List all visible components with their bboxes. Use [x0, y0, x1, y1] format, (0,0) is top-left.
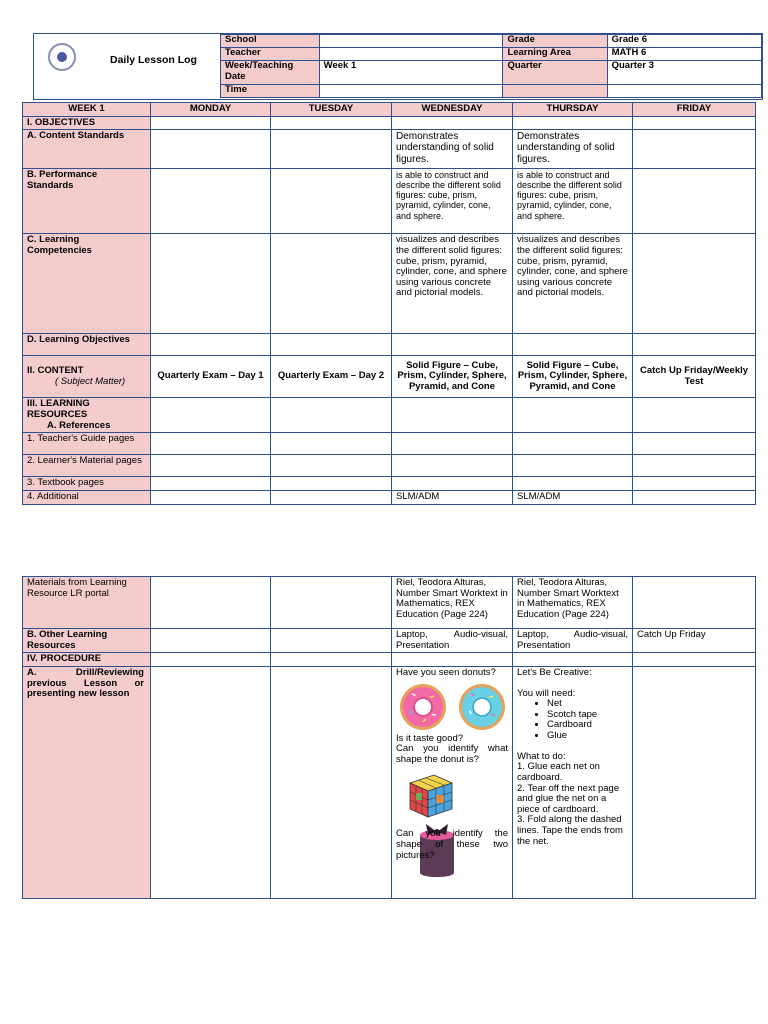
column-header-row	[23, 103, 756, 117]
materials-list	[517, 699, 628, 742]
competencies-wed: visualizes and describes the different solid figures: cube, prism, pyramid, cylinder, cone, and sphere using various concrete and pictorial models.	[392, 234, 513, 334]
other-resources-label: B. Other Learning Resources	[23, 629, 151, 653]
thu-step3: 3. Fold along the dashed lines. Tape the ends from the net.	[517, 814, 623, 847]
drill-wed-cell	[392, 666, 513, 898]
learners-material-label: 2. Learner's Material pages	[23, 455, 151, 477]
col-thursday: THURSDAY	[513, 103, 633, 117]
pink-donut-icon	[398, 682, 448, 732]
shape-images	[404, 769, 508, 827]
blank-label	[503, 85, 607, 98]
school-value	[319, 35, 503, 48]
grade-value: Grade 6	[607, 35, 761, 48]
learning-resources-cell	[23, 398, 151, 433]
performance-wed: is able to construct and describe the different solid figures: cube, prism, pyramid, cylinder, cone, and sphere.	[392, 169, 513, 234]
thu-need: You will need:	[517, 687, 576, 699]
drill-label: A. Drill/Reviewing previous Lesson or presenting new lesson	[23, 666, 151, 898]
subject-matter-label: ( Subject Matter)	[55, 375, 126, 387]
time-value	[319, 85, 503, 98]
list-item: • Scotch tape	[547, 710, 628, 721]
quarter-label: Quarter	[503, 61, 607, 85]
additional-wed: SLM/ADM	[392, 490, 513, 504]
materials-thu: Riel, Teodora Alturas, Number Smart Worktext in Mathematics, REX Education (Page 224)	[513, 577, 633, 629]
time-label: Time	[221, 85, 320, 98]
content-friday: Catch Up Friday/Weekly Test	[633, 356, 756, 398]
quarter-value: Quarter 3	[607, 61, 761, 85]
content-heading-cell	[23, 356, 151, 398]
col-wednesday: WEDNESDAY	[392, 103, 513, 117]
col-monday: MONDAY	[151, 103, 271, 117]
week-label: Week/Teaching Date	[221, 61, 320, 85]
wed-q1: Have you seen donuts?	[396, 666, 496, 678]
content-standards-thu: Demonstrates understanding of solid figures.	[513, 130, 633, 169]
deped-seal-icon	[48, 43, 76, 71]
learning-area-label: Learning Area	[503, 48, 607, 61]
lesson-table-part1	[22, 102, 756, 505]
wed-q2: Is it taste good?	[396, 732, 464, 744]
other-thu: Laptop, Audio-visual, Presentation	[513, 629, 633, 653]
week-value: Week 1	[319, 61, 503, 85]
references-label: A. References	[47, 419, 111, 431]
teacher-label: Teacher	[221, 48, 320, 61]
performance-standards-label: B. Performance Standards	[23, 169, 151, 234]
log-title: Daily Lesson Log	[110, 54, 197, 66]
teacher-value	[319, 48, 503, 61]
additional-thu: SLM/ADM	[513, 490, 633, 504]
col-friday: FRIDAY	[633, 103, 756, 117]
objectives-heading: I. OBJECTIVES	[23, 116, 151, 130]
competencies-thu: visualizes and describes the different solid figures: cube, prism, pyramid, cylinder, cone, and sphere using various concrete and pictorial models.	[513, 234, 633, 334]
content-wednesday: Solid Figure – Cube, Prism, Cylinder, Sphere, Pyramid, and Cone	[392, 356, 513, 398]
drill-thu-cell	[513, 666, 633, 898]
content-standards-label: A. Content Standards	[23, 130, 151, 169]
grade-label: Grade	[503, 35, 607, 48]
performance-thu: is able to construct and describe the different solid figures: cube, prism, pyramid, cylinder, cone, and sphere.	[513, 169, 633, 234]
list-item: • Cardboard	[547, 720, 628, 731]
list-item: • Net	[547, 699, 628, 710]
learning-area-value: MATH 6	[607, 48, 761, 61]
logo-area	[34, 34, 220, 99]
materials-cont-label: Materials from Learning Resource LR portal	[23, 577, 151, 629]
learning-competencies-label: C. Learning Competencies	[23, 234, 151, 334]
additional-label: 4. Additional	[23, 490, 151, 504]
header-block	[33, 33, 763, 100]
lesson-table-part2	[22, 576, 756, 899]
other-fri: Catch Up Friday	[633, 629, 756, 653]
content-tuesday: Quarterly Exam – Day 2	[271, 356, 392, 398]
thu-step2: 2. Tear off the next page and glue the net on a piece of cardboard.	[517, 782, 620, 815]
teachers-guide-label: 1. Teacher's Guide pages	[23, 433, 151, 455]
col-week: WEEK 1	[23, 103, 151, 117]
procedure-heading: IV. PROCEDURE	[23, 653, 151, 667]
other-wed: Laptop, Audio-visual, Presentation	[392, 629, 513, 653]
school-label: School	[221, 35, 320, 48]
content-monday: Quarterly Exam – Day 1	[151, 356, 271, 398]
wed-q4: Can you identify the shape of these two pictures?	[396, 828, 508, 861]
textbook-label: 3. Textbook pages	[23, 477, 151, 491]
content-standards-wed: Demonstrates understanding of solid figures.	[392, 130, 513, 169]
thu-todo: What to do:	[517, 750, 566, 762]
content-heading: II. CONTENT	[27, 365, 84, 377]
col-tuesday: TUESDAY	[271, 103, 392, 117]
thu-step1: 1. Glue each net on cardboard.	[517, 761, 600, 783]
content-thursday: Solid Figure – Cube, Prism, Cylinder, Sphere, Pyramid, and Cone	[513, 356, 633, 398]
list-item: • Glue	[547, 731, 628, 742]
blue-donut-icon	[457, 682, 507, 732]
thu-title: Let's Be Creative:	[517, 666, 592, 678]
learning-objectives-label: D. Learning Objectives	[23, 334, 151, 356]
donut-images	[398, 682, 508, 732]
wed-q3: Can you identify what shape the donut is?	[396, 743, 508, 765]
rubiks-cube-icon	[404, 769, 458, 821]
materials-wed: Riel, Teodora Alturas, Number Smart Worktext in Mathematics, REX Education (Page 224)	[392, 577, 513, 629]
learning-resources-heading: III. LEARNING RESOURCES	[27, 398, 90, 420]
blank-value	[607, 85, 761, 98]
header-table	[220, 34, 762, 98]
